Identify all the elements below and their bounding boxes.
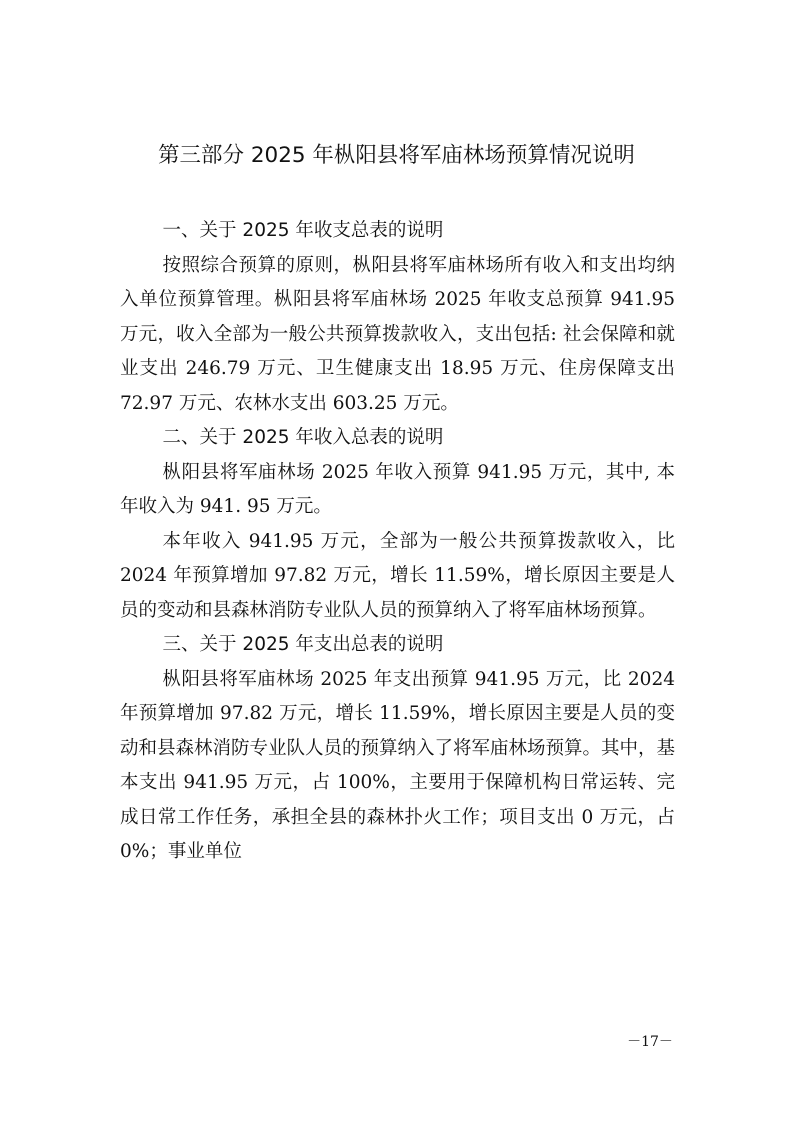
section-heading-income-expenditure-summary: 一、关于 2025 年收支总表的说明	[162, 220, 444, 241]
paragraph-income-total: 枞阳县将军庙林场 2025 年收入预算 941.95 万元，其中, 本年收入为 941. 95 万元。	[120, 461, 675, 517]
page-number: －17－	[627, 1034, 673, 1050]
page-title: 第三部分 2025 年枞阳县将军庙林场预算情况说明	[158, 143, 635, 168]
section-heading-income-summary: 二、关于 2025 年收入总表的说明	[162, 427, 444, 448]
paragraph-expenditure-summary: 枞阳县将军庙林场 2025 年支出预算 941.95 万元，比 2024 年预算增加 97.82 万元，增长 11.59%，增长原因主要是人员的变动和县森林消防专业队人员的预算纳入了将军庙林场预算。其中，基本支出 941.95 万元，占 100%，主要用于保障机构日常运转、完成日常工作任务，承担全县的森林扑火工作；项目支出 0 万元，占 0%；事业单位	[120, 668, 676, 862]
paragraph-current-year-income: 本年收入 941.95 万元，全部为一般公共预算拨款收入，比 2024 年预算增加 97.82 万元，增长 11.59%，增长原因主要是人员的变动和县森林消防专业队人员的预算纳入了将军庙林场预算。	[120, 530, 675, 621]
paragraph-income-expenditure-summary: 按照综合预算的原则，枞阳县将军庙林场所有收入和支出均纳入单位预算管理。枞阳县将军庙林场 2025 年收支总预算 941.95 万元，收入全部为一般公共预算拨款收入，支出包括: 社会保障和就业支出 246.79 万元、卫生健康支出 18.95 万元、住房保障支出 72.97 万元、农林水支出 603.25 万元。	[120, 254, 675, 414]
document-body	[120, 214, 675, 870]
section-heading-expenditure-summary: 三、关于 2025 年支出总表的说明	[162, 634, 444, 655]
